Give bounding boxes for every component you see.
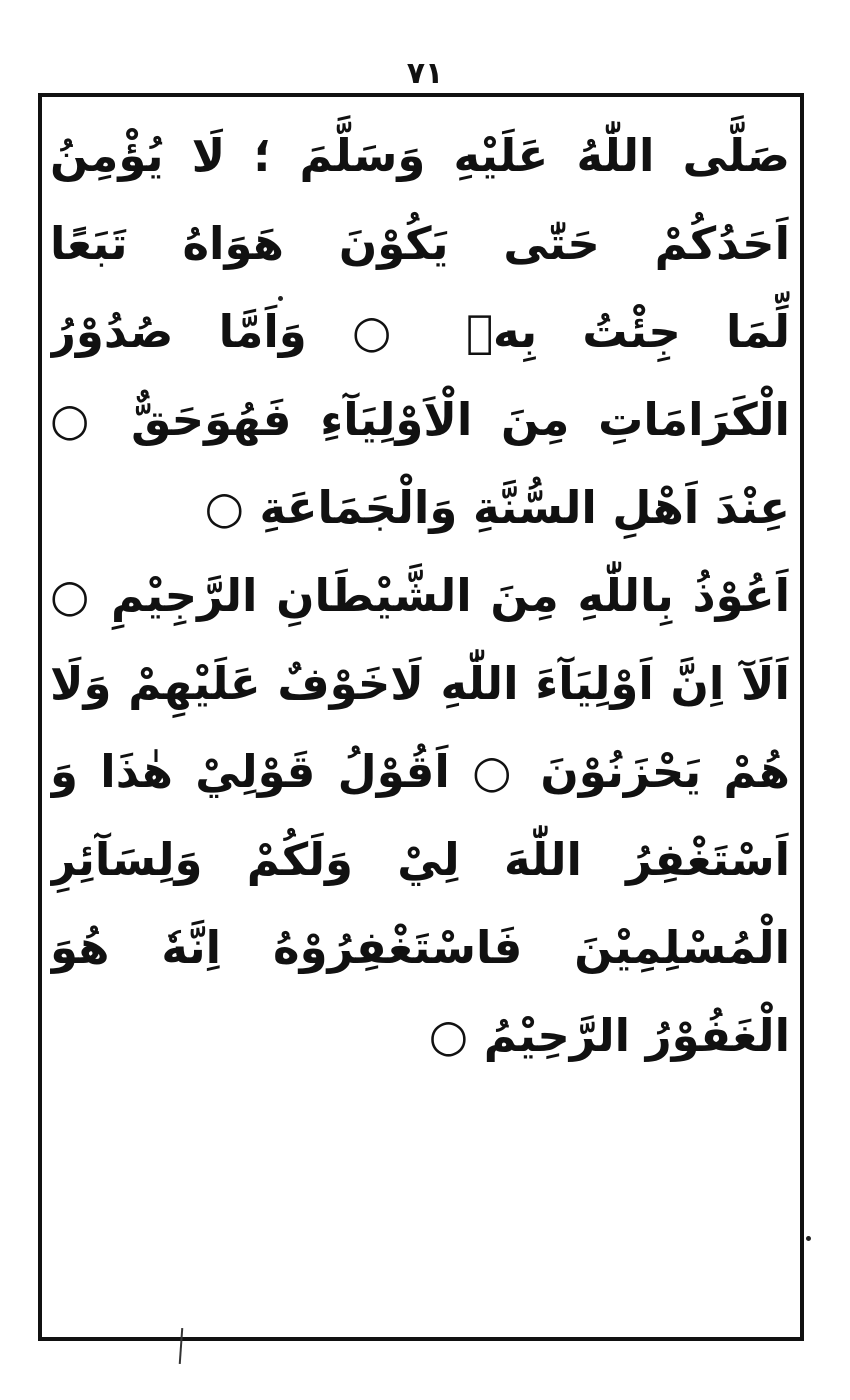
scan-speck [278,296,283,301]
text-line: الْمُسْلِمِيْنَ فَاسْتَغْفِرُوْهُ اِنَّهٗ هُوَ [50,921,790,974]
scan-speck [806,1236,811,1241]
text-line: هُمْ يَحْزَنُوْنَ ○ اَقُوْلُ قَوْلِيْ هٰذَا وَ [50,745,790,798]
text-line: اَلَآ اِنَّ اَوْلِيَآءَ اللّٰهِ لَاخَوْفٌ عَلَيْهِمْ وَلَا [50,657,790,710]
text-line: اَحَدُكُمْ حَتّٰى يَكُوْنَ هَوَاهُ تَبَعًا [50,217,790,270]
text-line: عِنْدَ اَهْلِ السُّنَّةِ وَالْجَمَاعَةِ ○ [204,481,790,534]
text-line: لِّمَا جِئْتُ بِهٖ ○ وَاَمَّا صُدُوْرُ [50,305,790,358]
page-number: ٧١ [406,56,444,91]
text-line: اَسْتَغْفِرُ اللّٰهَ لِيْ وَلَكُمْ وَلِسَآئِرِ [50,833,790,886]
arabic-text-block [50,112,790,1080]
text-line: الْكَرَامَاتِ مِنَ الْاَوْلِيَآءِ فَهُوَحَقٌّ ○ [50,393,790,446]
text-line: الْغَفُوْرُ الرَّحِيْمُ ○ [428,1009,790,1062]
text-line: صَلَّى اللّٰهُ عَلَيْهِ وَسَلَّمَ ؛ لَا يُؤْمِنُ [50,129,790,182]
text-line: اَعُوْذُ بِاللّٰهِ مِنَ الشَّيْطَانِ الرَّجِيْمِ ○ [50,569,790,622]
